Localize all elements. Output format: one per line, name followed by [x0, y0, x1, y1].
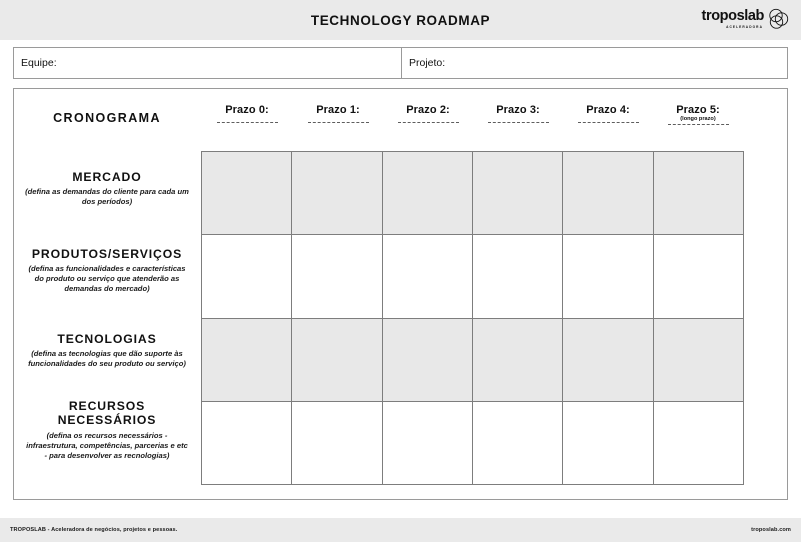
grid-cell[interactable]: [292, 319, 382, 402]
row-label-description: (defina as tecnologias que dão suporte às funcionalidades do seu produto ou serviço): [28, 349, 186, 369]
row-label-title: TECNOLOGIAS: [57, 332, 157, 346]
footer-bar: [0, 518, 801, 542]
projeto-field[interactable]: [402, 47, 788, 79]
grid-cell[interactable]: [202, 319, 292, 402]
cronograma-label: CRONOGRAMA: [53, 111, 161, 125]
grid-cell[interactable]: [563, 319, 653, 402]
equipe-label: Equipe:: [21, 57, 57, 69]
grid-cell[interactable]: [654, 152, 744, 235]
grid-cell[interactable]: [473, 235, 563, 318]
column-header-prazo-1[interactable]: [292, 104, 384, 123]
column-write-line: [308, 122, 369, 123]
grid-cell[interactable]: [473, 319, 563, 402]
column-header-prazo-3[interactable]: [472, 104, 564, 123]
column-header-label: Prazo 4:: [586, 104, 630, 116]
grid-cell[interactable]: [654, 319, 744, 402]
grid-cell[interactable]: [202, 402, 292, 485]
column-header-label: Prazo 3:: [496, 104, 540, 116]
grid-cell[interactable]: [292, 402, 382, 485]
row-label-title: MERCADO: [72, 170, 142, 184]
grid-cell[interactable]: [383, 152, 473, 235]
row-label-description: (defina as funcionalidades e características do produto ou serviço que atenderão as demandas do mercado): [28, 264, 186, 294]
row-label-title: PRODUTOS/SERVIÇOS: [31, 247, 183, 261]
grid-cell[interactable]: [202, 235, 292, 318]
row-label-description: (defina as demandas do cliente para cada um dos períodos): [25, 187, 189, 207]
grid-cell[interactable]: [292, 152, 382, 235]
roadmap-grid: [201, 151, 744, 485]
grid-cell[interactable]: [563, 152, 653, 235]
row-label-produtos-servicos: [13, 247, 201, 294]
row-label-recursos-necessarios: [13, 399, 201, 461]
column-header-prazo-0[interactable]: [201, 104, 293, 123]
column-header-prazo-2[interactable]: [382, 104, 474, 123]
grid-cell[interactable]: [292, 235, 382, 318]
column-header-sublabel: (longo prazo): [680, 116, 716, 122]
column-header-label: Prazo 5:: [676, 104, 720, 116]
footer-website[interactable]: troposlab.com: [751, 527, 791, 533]
column-header-label: Prazo 2:: [406, 104, 450, 116]
grid-cell[interactable]: [383, 235, 473, 318]
column-write-line: [488, 122, 549, 123]
row-label-title: RECURSOS NECESSÁRIOS: [57, 399, 157, 428]
logo-wordmark: troposlab: [701, 8, 764, 24]
column-header-prazo-4[interactable]: [562, 104, 654, 123]
column-write-line: [578, 122, 639, 123]
grid-cell[interactable]: [563, 402, 653, 485]
grid-cell[interactable]: [473, 402, 563, 485]
meta-fields-row: [13, 47, 788, 79]
grid-cell[interactable]: [383, 319, 473, 402]
row-label-description: (defina os recursos necessários - infraestrutura, competências, parcerias e etc - para desenvolver as recnologias): [26, 430, 188, 460]
row-label-tecnologias: [13, 332, 201, 369]
row-label-mercado: [13, 170, 201, 207]
grid-cell[interactable]: [383, 402, 473, 485]
column-write-line: [217, 122, 278, 123]
grid-cell[interactable]: [654, 235, 744, 318]
column-write-line: [398, 122, 459, 123]
footer-company-text: TROPOSLAB - Aceleradora de negócios, projetos e pessoas.: [10, 527, 178, 533]
logo-text: [702, 9, 764, 29]
column-write-line: [668, 124, 729, 125]
header-bar: [0, 0, 801, 40]
column-header-label: Prazo 0:: [225, 104, 269, 116]
grid-cell[interactable]: [202, 152, 292, 235]
column-header-label: Prazo 1:: [316, 104, 360, 116]
page-title: TECHNOLOGY ROADMAP: [310, 12, 491, 28]
logo-tagline: ACELERADORA: [726, 24, 763, 29]
grid-cell[interactable]: [473, 152, 563, 235]
column-header-prazo-5[interactable]: [652, 104, 744, 125]
equipe-field[interactable]: [13, 47, 402, 79]
projeto-label: Projeto:: [409, 57, 446, 69]
grid-cell[interactable]: [654, 402, 744, 485]
troposlab-logo: [702, 9, 789, 35]
grid-cell[interactable]: [563, 235, 653, 318]
three-circles-icon: [765, 8, 789, 35]
